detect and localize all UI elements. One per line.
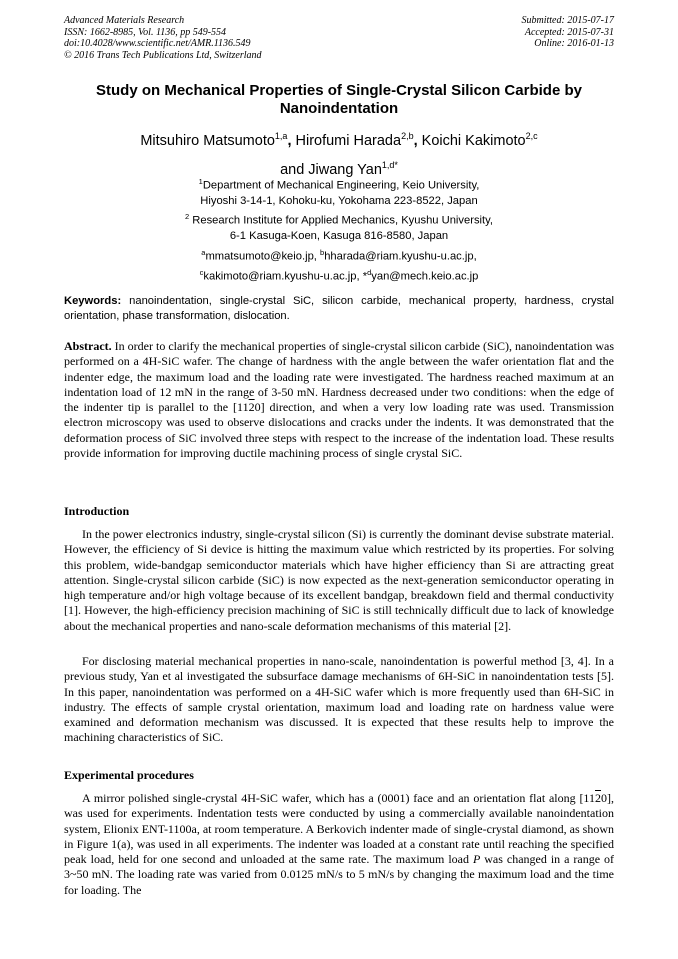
author-4: and Jiwang Yan <box>280 161 382 178</box>
experimental-paragraph <box>64 791 614 898</box>
experimental-text-2: 0], was used for experiments. Indentation tests were conducted by using a commercially available nanoindentation system, Elionix ENT-1100a, at room temperature. A Berkovich indenter made of single-crystal diamond, as shown in Figure 1(a), was used in all experiments. The indenter was loaded at a constant rate until reaching the specified peak load, held for one second and unloaded at the same rate. The maximum load <box>64 791 614 867</box>
introduction-heading: Introduction <box>64 504 130 518</box>
author-list: Mitsuhiro Matsumoto$^{1,a}$, Hirofumi Harada$^{2,b}$, Koichi Kakimoto$^{2,c}$ and Jiwang Yan$^{1,d*}$ <box>140 131 538 178</box>
author-1-sup: 1,a <box>274 131 288 141</box>
paper-title: Study on Mechanical Properties of Single-Crystal Silicon Carbide by Nanoindentation <box>96 82 582 117</box>
introduction-paragraph-1: In the power electronics industry, single-crystal silicon (Si) is currently the dominant devise substrate material. However, the efficiency of Si device is hitting the maximum value which restricted by its properties. For solving this problem, wide-bandgap semiconductor materials which have higher efficiency than Si are attracting great attention. Single-crystal silicon carbide (SiC) is now expected as the next-generation semiconductor operating in high temperature and/or high voltage because of its excellent bandgap, breakdown field and thermal conductivity [1]. However, the high-efficiency precision machining of SiC is still technically difficult due to lack of knowledge about the mechanical properties and nano-scale deformation mechanisms of this material [2]. <box>64 527 614 633</box>
abstract <box>64 339 614 461</box>
affiliation-2-line1: Research Institute for Applied Mechanics, Kyushu University, <box>189 214 494 227</box>
experimental-overbar-digit: 2 <box>595 791 601 805</box>
email-a-sup: a <box>201 248 206 257</box>
experimental-heading: Experimental procedures <box>64 768 194 782</box>
email-c-sup: c <box>199 267 204 277</box>
email-addresses <box>64 245 614 284</box>
email-d: yan@mech.keio.ac.jp <box>371 270 479 283</box>
affiliation-1 <box>64 174 614 209</box>
journal-name: Advanced Materials Research <box>64 15 185 26</box>
copyright: © 2016 Trans Tech Publications Ltd, Switzerland <box>64 49 262 61</box>
doi: doi:10.4028/www.scientific.net/AMR.1136.549 <box>64 38 251 50</box>
experimental-text-1: A mirror polished single-crystal 4H-SiC wafer, which has a (0001) face and an orientation flat along [11 <box>82 791 595 805</box>
online-date: Online: 2016-01-13 <box>534 38 614 50</box>
author-4-sup: 1,d* <box>381 159 398 170</box>
load-variable: P <box>472 852 481 867</box>
email-b-sup: b <box>320 248 325 257</box>
email-d-sup: d <box>367 267 372 277</box>
journal-info <box>64 15 262 61</box>
email-b: hharada@riam.kyushu-u.ac.jp, <box>324 250 477 263</box>
abstract-overbar-digit: 2 <box>248 400 255 415</box>
email-c: kakimoto@riam.kyushu-u.ac.jp, * <box>203 270 368 283</box>
affiliation-2 <box>64 209 614 244</box>
author-3-sup: 2,c <box>525 131 538 141</box>
email-a: mmatsumoto@keio.jp, <box>205 250 321 263</box>
submitted-date: Submitted: 2015-07-17 <box>521 15 614 26</box>
affiliation-1-line2: Hiyoshi 3-14-1, Kohoku-ku, Yokohama 223-8522, Japan <box>200 194 478 207</box>
affiliation-2-line2: 6-1 Kasuga-Koen, Kasuga 816-8580, Japan <box>229 229 449 242</box>
author-2: Hirofumi Harada <box>295 132 402 149</box>
affiliation-1-line1: Department of Mechanical Engineering, Keio University, <box>202 179 480 192</box>
author-2-sup: 2,b <box>401 131 414 141</box>
issn: ISSN: 1662-8985, Vol. 1136, pp 549-554 <box>64 26 227 38</box>
affiliation-1-sup: 1 <box>198 177 203 186</box>
keywords <box>64 294 614 324</box>
author-1: Mitsuhiro Matsumoto <box>140 132 275 149</box>
abstract-text-1: In order to clarify the mechanical properties of single-crystal silicon carbide (SiC), nanoindentation was performed on a 4H-SiC wafer. The change of hardness with the angle between the wafer orientation flat and the indenter edge, the maximum load and the loading rate were investigated. The hardness reached maximum at an indentation load of 12 mN in the range of 3-50 mN. Hardness decreased under two conditions: when the edge of the indenter tip is parallel to the [11 <box>64 339 614 415</box>
abstract-label: Abstract. <box>64 339 112 353</box>
introduction-paragraph-2: For disclosing material mechanical properties in nano-scale, nanoindentation is powerful method [3, 4]. In a previous study, Yan et al investigated the subsurface damage mechanisms of 6H-SiC in nanoindentation tests [5]. In this paper, nanoindentation was performed on a 4H-SiC wafer which is more frequently used than 6H-SiC in industry. The effects of sample crystal orientation, maximum load and loading rate on hardness value were examined and deformation mechanism was discussed. It is expected that these results help to improve the machining characteristics of SiC. <box>64 654 614 745</box>
affiliation-2-sup: 2 <box>184 212 190 221</box>
keywords-text: nanoindentation, single-crystal SiC, silicon carbide, mechanical property, hardness, crystal orientation, phase transformation, dislocation. <box>64 295 614 322</box>
author-3: Koichi Kakimoto <box>421 132 526 149</box>
publication-dates <box>522 15 615 50</box>
abstract-text-2: 0] direction, and when a very low loading rate was used. Transmission electron microscopy was used to observe dislocations and cracks under the indents. It was demonstrated that the deformation process of SiC involved three steps with respect to the increase of the indentation load. These results provide information for improving ductile machining process of single crystal SiC. <box>64 400 614 461</box>
keywords-label: Keywords: <box>64 295 122 307</box>
accepted-date: Accepted: 2015-07-31 <box>524 26 614 38</box>
experimental-text-3: was changed in a range of 3~50 mN. The loading rate was varied from 0.0125 mN/s to 5 mN/s by changing the maximum load and the time for loading. The <box>64 852 614 897</box>
